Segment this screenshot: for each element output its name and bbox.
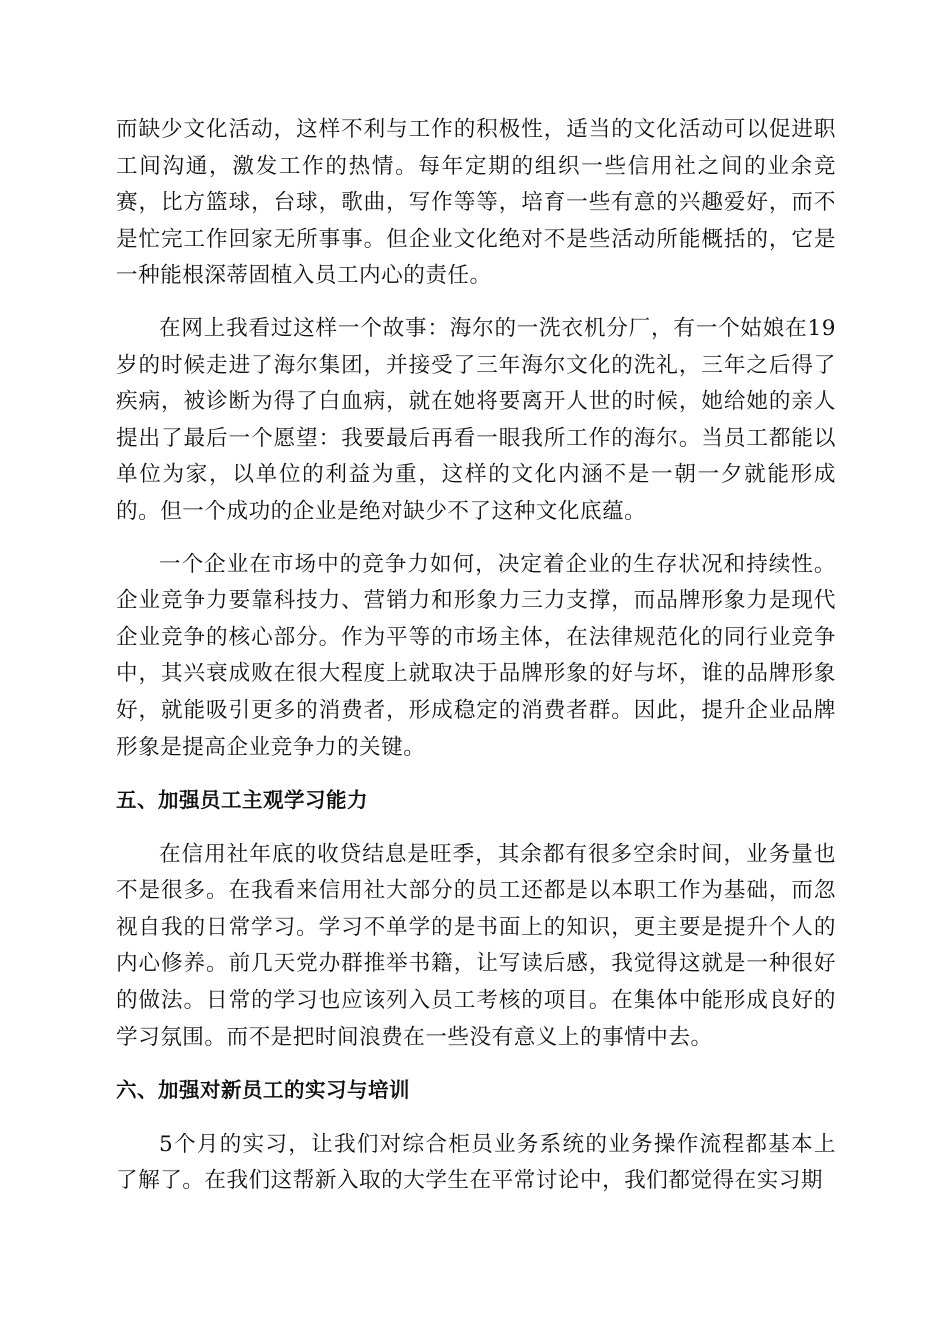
paragraph-haier-story: 在网上我看过这样一个故事：海尔的一洗衣机分厂，有一个姑娘在19岁的时候走进了海尔集团，并接受了三年海尔文化的洗礼，三年之后得了疾病，被诊断为得了白血病，就在她将要离开人世的时候，她给她的亲人提出了最后一个愿望：我要最后再看一眼我所工作的海尔。当员工都能以单位为家，以单位的利益为重，这样的文化内涵不是一朝一夕就能形成的。但一个成功的企业是绝对缺少不了这种文化底蕴。 — [116, 315, 836, 524]
paragraph-culture-activities: 而缺少文化活动，这样不利与工作的积极性，适当的文化活动可以促进职工间沟通，激发工作的热情。每年定期的组织一些信用社之间的业余竞赛，比方篮球，台球，歌曲，写作等等，培育一些有意的兴趣爱好，而不是忙完工作回家无所事事。但企业文化绝对不是些活动所能概括的，它是一种能根深蒂固植入员工内心的责任。 — [116, 117, 836, 289]
paragraph-new-staff-training: 5个月的实习，让我们对综合柜员业务系统的业务操作流程都基本上了解了。在我们这帮新入取的大学生在平常讨论中，我们都觉得在实习期 — [116, 1131, 836, 1194]
paragraph-brand-competitiveness: 一个企业在市场中的竞争力如何，决定着企业的生存状况和持续性。企业竞争力要靠科技力、营销力和形象力三力支撑，而品牌形象力是现代企业竞争的核心部分。作为平等的市场主体，在法律规范化的同行业竞争中，其兴衰成败在很大程度上就取决于品牌形象的好与坏，谁的品牌形象好，就能吸引更多的消费者，形成稳定的消费者群。因此，提升企业品牌形象是提高企业竞争力的关键。 — [116, 551, 836, 760]
paragraph-learning-ability: 在信用社年底的收贷结息是旺季，其余都有很多空余时间，业务量也不是很多。在我看来信用社大部分的员工还都是以本职工作为基础，而忽视自我的日常学习。学习不单学的是书面上的知识，更主要是提升个人的内心修养。前几天党办群推举书籍，让写读后感，我觉得这就是一种很好的做法。日常的学习也应该列入员工考核的项目。在集体中能形成良好的学习氛围。而不是把时间浪费在一些没有意义上的事情中去。 — [116, 841, 836, 1050]
document-body — [116, 112, 836, 1216]
section-heading-6: 六、加强对新员工的实习与培训 — [116, 1078, 410, 1103]
section-heading-5: 五、加强员工主观学习能力 — [116, 788, 368, 813]
